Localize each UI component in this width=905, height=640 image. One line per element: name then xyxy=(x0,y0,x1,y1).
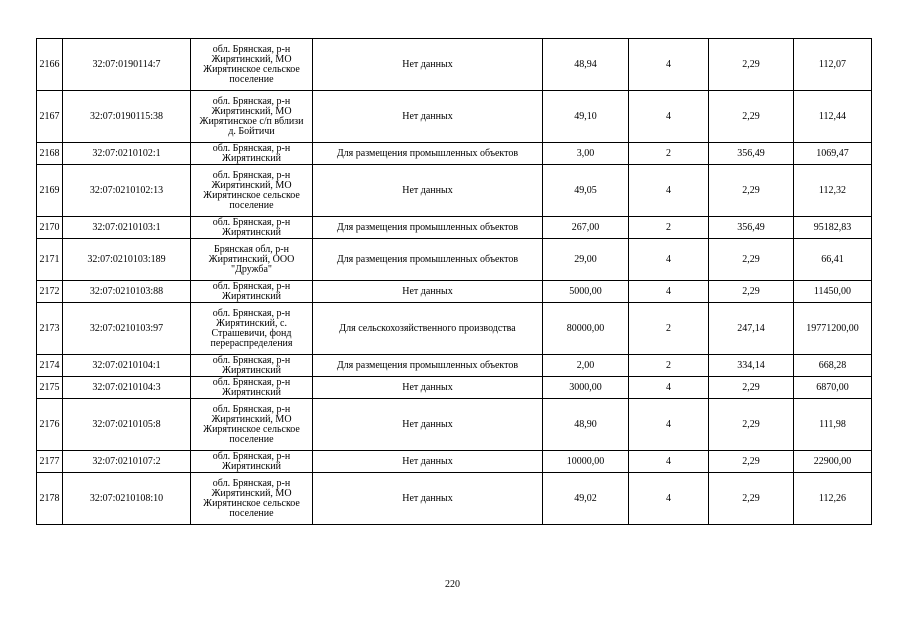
cell-cadastral-number: 32:07:0210102:1 xyxy=(63,143,191,165)
cell-permitted-use: Нет данных xyxy=(313,91,543,143)
cell-row-number: 2167 xyxy=(37,91,63,143)
cell-cadastral-number: 32:07:0210103:97 xyxy=(63,303,191,355)
cell-group: 4 xyxy=(629,91,709,143)
cell-address: обл. Брянская, р-н Жирятинский, МО Жирятинское сельское поселение xyxy=(191,399,313,451)
cell-total: 112,44 xyxy=(794,91,872,143)
cell-rate: 2,29 xyxy=(709,281,794,303)
cell-cadastral-number: 32:07:0210105:8 xyxy=(63,399,191,451)
cell-group: 4 xyxy=(629,399,709,451)
cell-permitted-use: Нет данных xyxy=(313,473,543,525)
cell-row-number: 2171 xyxy=(37,239,63,281)
cell-group: 4 xyxy=(629,377,709,399)
cell-address: обл. Брянская, р-н Жирятинский, МО Жирятинское сельское поселение xyxy=(191,165,313,217)
cell-address: обл. Брянская, р-н Жирятинский xyxy=(191,451,313,473)
cell-address: обл. Брянская, р-н Жирятинский xyxy=(191,355,313,377)
cell-area: 29,00 xyxy=(543,239,629,281)
cell-total: 112,32 xyxy=(794,165,872,217)
cell-address: обл. Брянская, р-н Жирятинский xyxy=(191,281,313,303)
cell-rate: 334,14 xyxy=(709,355,794,377)
table-row xyxy=(37,217,872,239)
cell-cadastral-number: 32:07:0210103:88 xyxy=(63,281,191,303)
cell-area: 3,00 xyxy=(543,143,629,165)
cell-address: Брянская обл, р-н Жирятинский, ООО "Дружба" xyxy=(191,239,313,281)
cell-address: обл. Брянская, р-н Жирятинский, МО Жирятинское сельское поселение xyxy=(191,473,313,525)
cell-rate: 2,29 xyxy=(709,399,794,451)
table-row xyxy=(37,281,872,303)
cell-rate: 356,49 xyxy=(709,143,794,165)
cell-area: 2,00 xyxy=(543,355,629,377)
cell-cadastral-number: 32:07:0190114:7 xyxy=(63,39,191,91)
cell-row-number: 2168 xyxy=(37,143,63,165)
cell-area: 48,90 xyxy=(543,399,629,451)
cell-group: 2 xyxy=(629,143,709,165)
cell-area: 3000,00 xyxy=(543,377,629,399)
cell-cadastral-number: 32:07:0190115:38 xyxy=(63,91,191,143)
cell-rate: 2,29 xyxy=(709,39,794,91)
cell-cadastral-number: 32:07:0210108:10 xyxy=(63,473,191,525)
cell-row-number: 2166 xyxy=(37,39,63,91)
cell-row-number: 2172 xyxy=(37,281,63,303)
land-registry-table xyxy=(36,38,872,525)
cell-row-number: 2177 xyxy=(37,451,63,473)
table-row xyxy=(37,39,872,91)
cell-permitted-use: Нет данных xyxy=(313,399,543,451)
cell-cadastral-number: 32:07:0210104:3 xyxy=(63,377,191,399)
cell-row-number: 2173 xyxy=(37,303,63,355)
cell-group: 2 xyxy=(629,303,709,355)
cell-permitted-use: Для размещения промышленных объектов xyxy=(313,143,543,165)
table-row xyxy=(37,377,872,399)
table-row xyxy=(37,91,872,143)
cell-area: 49,10 xyxy=(543,91,629,143)
table-row xyxy=(37,355,872,377)
cell-area: 48,94 xyxy=(543,39,629,91)
cell-group: 4 xyxy=(629,451,709,473)
cell-total: 22900,00 xyxy=(794,451,872,473)
cell-rate: 2,29 xyxy=(709,377,794,399)
cell-cadastral-number: 32:07:0210102:13 xyxy=(63,165,191,217)
cell-permitted-use: Нет данных xyxy=(313,165,543,217)
cell-cadastral-number: 32:07:0210103:189 xyxy=(63,239,191,281)
cell-group: 2 xyxy=(629,217,709,239)
cell-address: обл. Брянская, р-н Жирятинский xyxy=(191,217,313,239)
cell-row-number: 2175 xyxy=(37,377,63,399)
table-body xyxy=(37,39,872,525)
cell-area: 10000,00 xyxy=(543,451,629,473)
cell-group: 4 xyxy=(629,239,709,281)
table-row xyxy=(37,399,872,451)
cell-total: 668,28 xyxy=(794,355,872,377)
cell-group: 4 xyxy=(629,165,709,217)
cell-rate: 2,29 xyxy=(709,165,794,217)
table-row xyxy=(37,165,872,217)
cell-permitted-use: Для сельскохозяйственного производства xyxy=(313,303,543,355)
cell-cadastral-number: 32:07:0210104:1 xyxy=(63,355,191,377)
table-row xyxy=(37,303,872,355)
cell-total: 95182,83 xyxy=(794,217,872,239)
cell-permitted-use: Нет данных xyxy=(313,281,543,303)
page-number: 220 xyxy=(445,579,460,590)
cell-group: 4 xyxy=(629,473,709,525)
cell-permitted-use: Нет данных xyxy=(313,39,543,91)
table-row xyxy=(37,473,872,525)
cell-row-number: 2178 xyxy=(37,473,63,525)
cell-address: обл. Брянская, р-н Жирятинский, МО Жирятинское сельское поселение xyxy=(191,39,313,91)
cell-permitted-use: Для размещения промышленных объектов xyxy=(313,355,543,377)
cell-total: 111,98 xyxy=(794,399,872,451)
cell-total: 1069,47 xyxy=(794,143,872,165)
cell-permitted-use: Для размещения промышленных объектов xyxy=(313,217,543,239)
cell-rate: 356,49 xyxy=(709,217,794,239)
table-row xyxy=(37,451,872,473)
cell-address: обл. Брянская, р-н Жирятинский, МО Жирятинское с/п вблизи д. Бойтичи xyxy=(191,91,313,143)
cell-rate: 2,29 xyxy=(709,473,794,525)
cell-total: 19771200,00 xyxy=(794,303,872,355)
cell-row-number: 2170 xyxy=(37,217,63,239)
cell-cadastral-number: 32:07:0210103:1 xyxy=(63,217,191,239)
cell-total: 6870,00 xyxy=(794,377,872,399)
cell-area: 80000,00 xyxy=(543,303,629,355)
cell-permitted-use: Для размещения промышленных объектов xyxy=(313,239,543,281)
cell-rate: 2,29 xyxy=(709,239,794,281)
cell-total: 66,41 xyxy=(794,239,872,281)
cell-rate: 247,14 xyxy=(709,303,794,355)
cell-row-number: 2176 xyxy=(37,399,63,451)
cell-group: 4 xyxy=(629,39,709,91)
cell-total: 112,07 xyxy=(794,39,872,91)
cell-total: 112,26 xyxy=(794,473,872,525)
cell-cadastral-number: 32:07:0210107:2 xyxy=(63,451,191,473)
cell-row-number: 2174 xyxy=(37,355,63,377)
cell-rate: 2,29 xyxy=(709,451,794,473)
table-row xyxy=(37,143,872,165)
cell-permitted-use: Нет данных xyxy=(313,377,543,399)
cell-area: 5000,00 xyxy=(543,281,629,303)
cell-rate: 2,29 xyxy=(709,91,794,143)
cell-total: 11450,00 xyxy=(794,281,872,303)
cell-address: обл. Брянская, р-н Жирятинский xyxy=(191,377,313,399)
cell-permitted-use: Нет данных xyxy=(313,451,543,473)
cell-area: 49,02 xyxy=(543,473,629,525)
cell-group: 4 xyxy=(629,281,709,303)
cell-address: обл. Брянская, р-н Жирятинский, с. Страшевичи, фонд перераспределения xyxy=(191,303,313,355)
cell-area: 49,05 xyxy=(543,165,629,217)
table-row xyxy=(37,239,872,281)
cell-area: 267,00 xyxy=(543,217,629,239)
cell-group: 2 xyxy=(629,355,709,377)
cell-row-number: 2169 xyxy=(37,165,63,217)
cell-address: обл. Брянская, р-н Жирятинский xyxy=(191,143,313,165)
